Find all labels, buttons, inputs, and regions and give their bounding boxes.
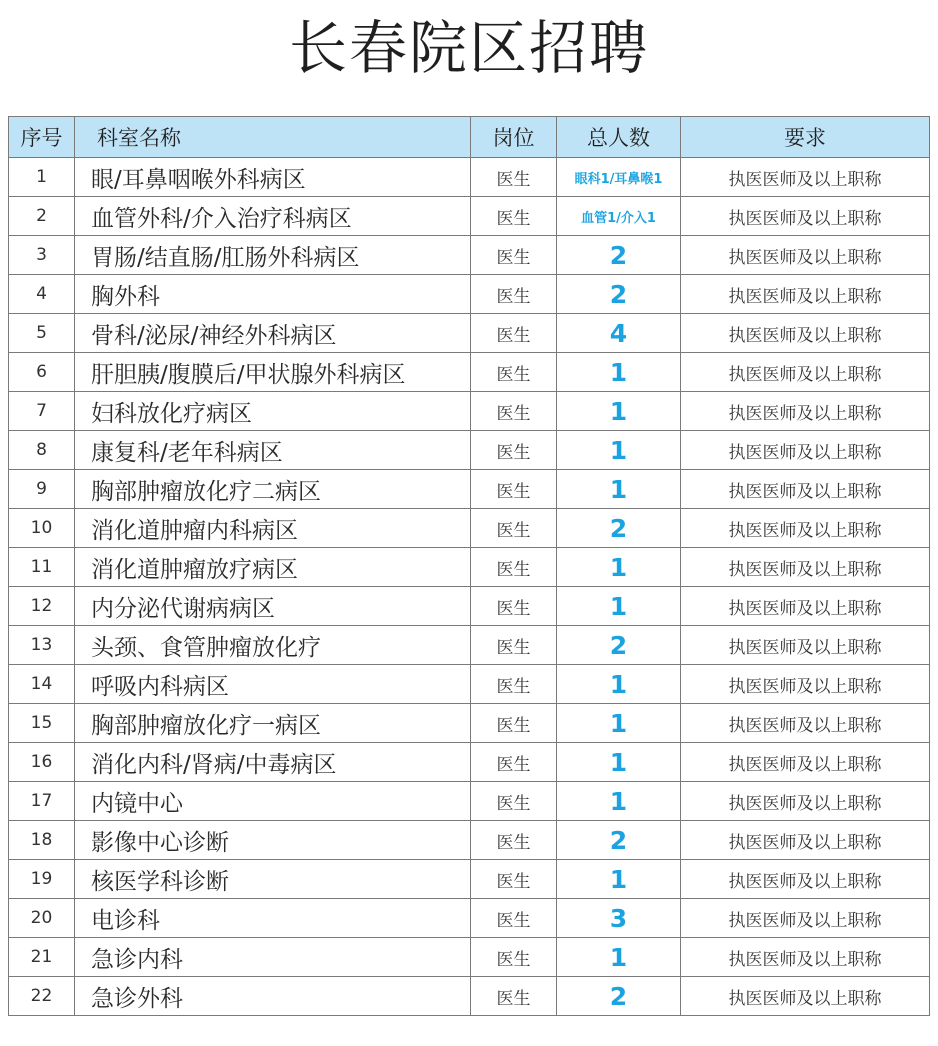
row-position: 医生 <box>471 821 557 860</box>
row-total-count: 眼科1/耳鼻喉1 <box>557 158 681 197</box>
row-serial-number: 18 <box>9 821 75 860</box>
row-total-count: 1 <box>557 704 681 743</box>
row-position: 医生 <box>471 470 557 509</box>
row-total-count: 1 <box>557 392 681 431</box>
row-serial-number: 13 <box>9 626 75 665</box>
row-serial-number: 22 <box>9 977 75 1016</box>
row-department-name: 胸外科 <box>75 275 471 314</box>
row-position: 医生 <box>471 704 557 743</box>
row-requirement: 执医医师及以上职称 <box>681 626 930 665</box>
row-position: 医生 <box>471 509 557 548</box>
row-department-name: 急诊内科 <box>75 938 471 977</box>
row-position: 医生 <box>471 236 557 275</box>
row-requirement: 执医医师及以上职称 <box>681 314 930 353</box>
recruitment-table <box>8 116 930 1016</box>
row-department-name: 血管外科/介入治疗科病区 <box>75 197 471 236</box>
row-department-name: 眼/耳鼻咽喉外科病区 <box>75 158 471 197</box>
page-title: 长春院区招聘 <box>288 14 649 82</box>
row-serial-number: 21 <box>9 938 75 977</box>
row-department-name: 内镜中心 <box>75 782 471 821</box>
row-position: 医生 <box>471 782 557 821</box>
table-row <box>9 587 930 626</box>
table-row <box>9 431 930 470</box>
header-department-name: 科室名称 <box>75 117 471 158</box>
row-total-count: 1 <box>557 548 681 587</box>
table-row <box>9 899 930 938</box>
table-row <box>9 353 930 392</box>
row-serial-number: 1 <box>9 158 75 197</box>
row-total-count: 1 <box>557 938 681 977</box>
row-requirement: 执医医师及以上职称 <box>681 353 930 392</box>
row-total-count: 1 <box>557 782 681 821</box>
row-serial-number: 3 <box>9 236 75 275</box>
row-position: 医生 <box>471 899 557 938</box>
table-row <box>9 782 930 821</box>
row-total-count: 1 <box>557 353 681 392</box>
row-department-name: 急诊外科 <box>75 977 471 1016</box>
row-department-name: 消化道肿瘤内科病区 <box>75 509 471 548</box>
row-position: 医生 <box>471 275 557 314</box>
row-serial-number: 15 <box>9 704 75 743</box>
row-serial-number: 11 <box>9 548 75 587</box>
header-serial-number: 序号 <box>9 117 75 158</box>
row-position: 医生 <box>471 314 557 353</box>
row-total-count: 2 <box>557 821 681 860</box>
row-position: 医生 <box>471 587 557 626</box>
row-department-name: 消化内科/肾病/中毒病区 <box>75 743 471 782</box>
row-department-name: 骨科/泌尿/神经外科病区 <box>75 314 471 353</box>
row-department-name: 头颈、食管肿瘤放化疗 <box>75 626 471 665</box>
header-requirement: 要求 <box>681 117 930 158</box>
row-requirement: 执医医师及以上职称 <box>681 470 930 509</box>
row-serial-number: 16 <box>9 743 75 782</box>
row-total-count: 1 <box>557 470 681 509</box>
row-department-name: 呼吸内科病区 <box>75 665 471 704</box>
row-requirement: 执医医师及以上职称 <box>681 275 930 314</box>
row-requirement: 执医医师及以上职称 <box>681 938 930 977</box>
row-requirement: 执医医师及以上职称 <box>681 860 930 899</box>
row-serial-number: 6 <box>9 353 75 392</box>
row-department-name: 内分泌代谢病病区 <box>75 587 471 626</box>
row-total-count: 2 <box>557 977 681 1016</box>
table-row <box>9 977 930 1016</box>
table-row <box>9 158 930 197</box>
row-department-name: 核医学科诊断 <box>75 860 471 899</box>
row-requirement: 执医医师及以上职称 <box>681 899 930 938</box>
row-requirement: 执医医师及以上职称 <box>681 158 930 197</box>
row-total-count: 2 <box>557 509 681 548</box>
table-header <box>9 117 930 158</box>
header-position: 岗位 <box>471 117 557 158</box>
table-row <box>9 626 930 665</box>
row-serial-number: 12 <box>9 587 75 626</box>
row-department-name: 妇科放化疗病区 <box>75 392 471 431</box>
table-row <box>9 704 930 743</box>
row-total-count: 1 <box>557 587 681 626</box>
table-row <box>9 509 930 548</box>
row-serial-number: 5 <box>9 314 75 353</box>
row-serial-number: 8 <box>9 431 75 470</box>
table-body <box>9 158 930 1016</box>
row-requirement: 执医医师及以上职称 <box>681 509 930 548</box>
row-total-count: 1 <box>557 431 681 470</box>
row-position: 医生 <box>471 431 557 470</box>
row-department-name: 胸部肿瘤放化疗一病区 <box>75 704 471 743</box>
row-total-count: 1 <box>557 665 681 704</box>
row-position: 医生 <box>471 392 557 431</box>
row-position: 医生 <box>471 743 557 782</box>
row-position: 医生 <box>471 353 557 392</box>
row-requirement: 执医医师及以上职称 <box>681 392 930 431</box>
row-requirement: 执医医师及以上职称 <box>681 197 930 236</box>
row-requirement: 执医医师及以上职称 <box>681 548 930 587</box>
row-serial-number: 20 <box>9 899 75 938</box>
row-total-count: 2 <box>557 275 681 314</box>
table-header-row <box>9 117 930 158</box>
row-serial-number: 7 <box>9 392 75 431</box>
table-row <box>9 197 930 236</box>
row-serial-number: 4 <box>9 275 75 314</box>
header-total-count: 总人数 <box>557 117 681 158</box>
row-position: 医生 <box>471 665 557 704</box>
row-position: 医生 <box>471 197 557 236</box>
row-position: 医生 <box>471 977 557 1016</box>
table-row <box>9 470 930 509</box>
row-requirement: 执医医师及以上职称 <box>681 782 930 821</box>
row-total-count: 2 <box>557 236 681 275</box>
row-department-name: 电诊科 <box>75 899 471 938</box>
row-total-count: 3 <box>557 899 681 938</box>
row-position: 医生 <box>471 860 557 899</box>
table-row <box>9 236 930 275</box>
row-total-count: 1 <box>557 860 681 899</box>
table-row <box>9 275 930 314</box>
row-department-name: 康复科/老年科病区 <box>75 431 471 470</box>
table-row <box>9 860 930 899</box>
row-total-count: 4 <box>557 314 681 353</box>
row-serial-number: 10 <box>9 509 75 548</box>
table-row <box>9 743 930 782</box>
row-requirement: 执医医师及以上职称 <box>681 665 930 704</box>
row-requirement: 执医医师及以上职称 <box>681 977 930 1016</box>
row-position: 医生 <box>471 938 557 977</box>
row-position: 医生 <box>471 626 557 665</box>
row-requirement: 执医医师及以上职称 <box>681 236 930 275</box>
row-total-count: 1 <box>557 743 681 782</box>
row-requirement: 执医医师及以上职称 <box>681 704 930 743</box>
row-department-name: 胃肠/结直肠/肛肠外科病区 <box>75 236 471 275</box>
row-requirement: 执医医师及以上职称 <box>681 587 930 626</box>
row-serial-number: 14 <box>9 665 75 704</box>
row-total-count: 2 <box>557 626 681 665</box>
row-requirement: 执医医师及以上职称 <box>681 431 930 470</box>
row-requirement: 执医医师及以上职称 <box>681 821 930 860</box>
row-department-name: 消化道肿瘤放疗病区 <box>75 548 471 587</box>
row-department-name: 影像中心诊断 <box>75 821 471 860</box>
table-row <box>9 392 930 431</box>
row-serial-number: 9 <box>9 470 75 509</box>
table-row <box>9 314 930 353</box>
row-requirement: 执医医师及以上职称 <box>681 743 930 782</box>
table-row <box>9 665 930 704</box>
row-position: 医生 <box>471 158 557 197</box>
row-department-name: 胸部肿瘤放化疗二病区 <box>75 470 471 509</box>
row-department-name: 肝胆胰/腹膜后/甲状腺外科病区 <box>75 353 471 392</box>
row-serial-number: 17 <box>9 782 75 821</box>
row-position: 医生 <box>471 548 557 587</box>
row-serial-number: 19 <box>9 860 75 899</box>
table-row <box>9 821 930 860</box>
table-row <box>9 548 930 587</box>
row-serial-number: 2 <box>9 197 75 236</box>
row-total-count: 血管1/介入1 <box>557 197 681 236</box>
table-row <box>9 938 930 977</box>
